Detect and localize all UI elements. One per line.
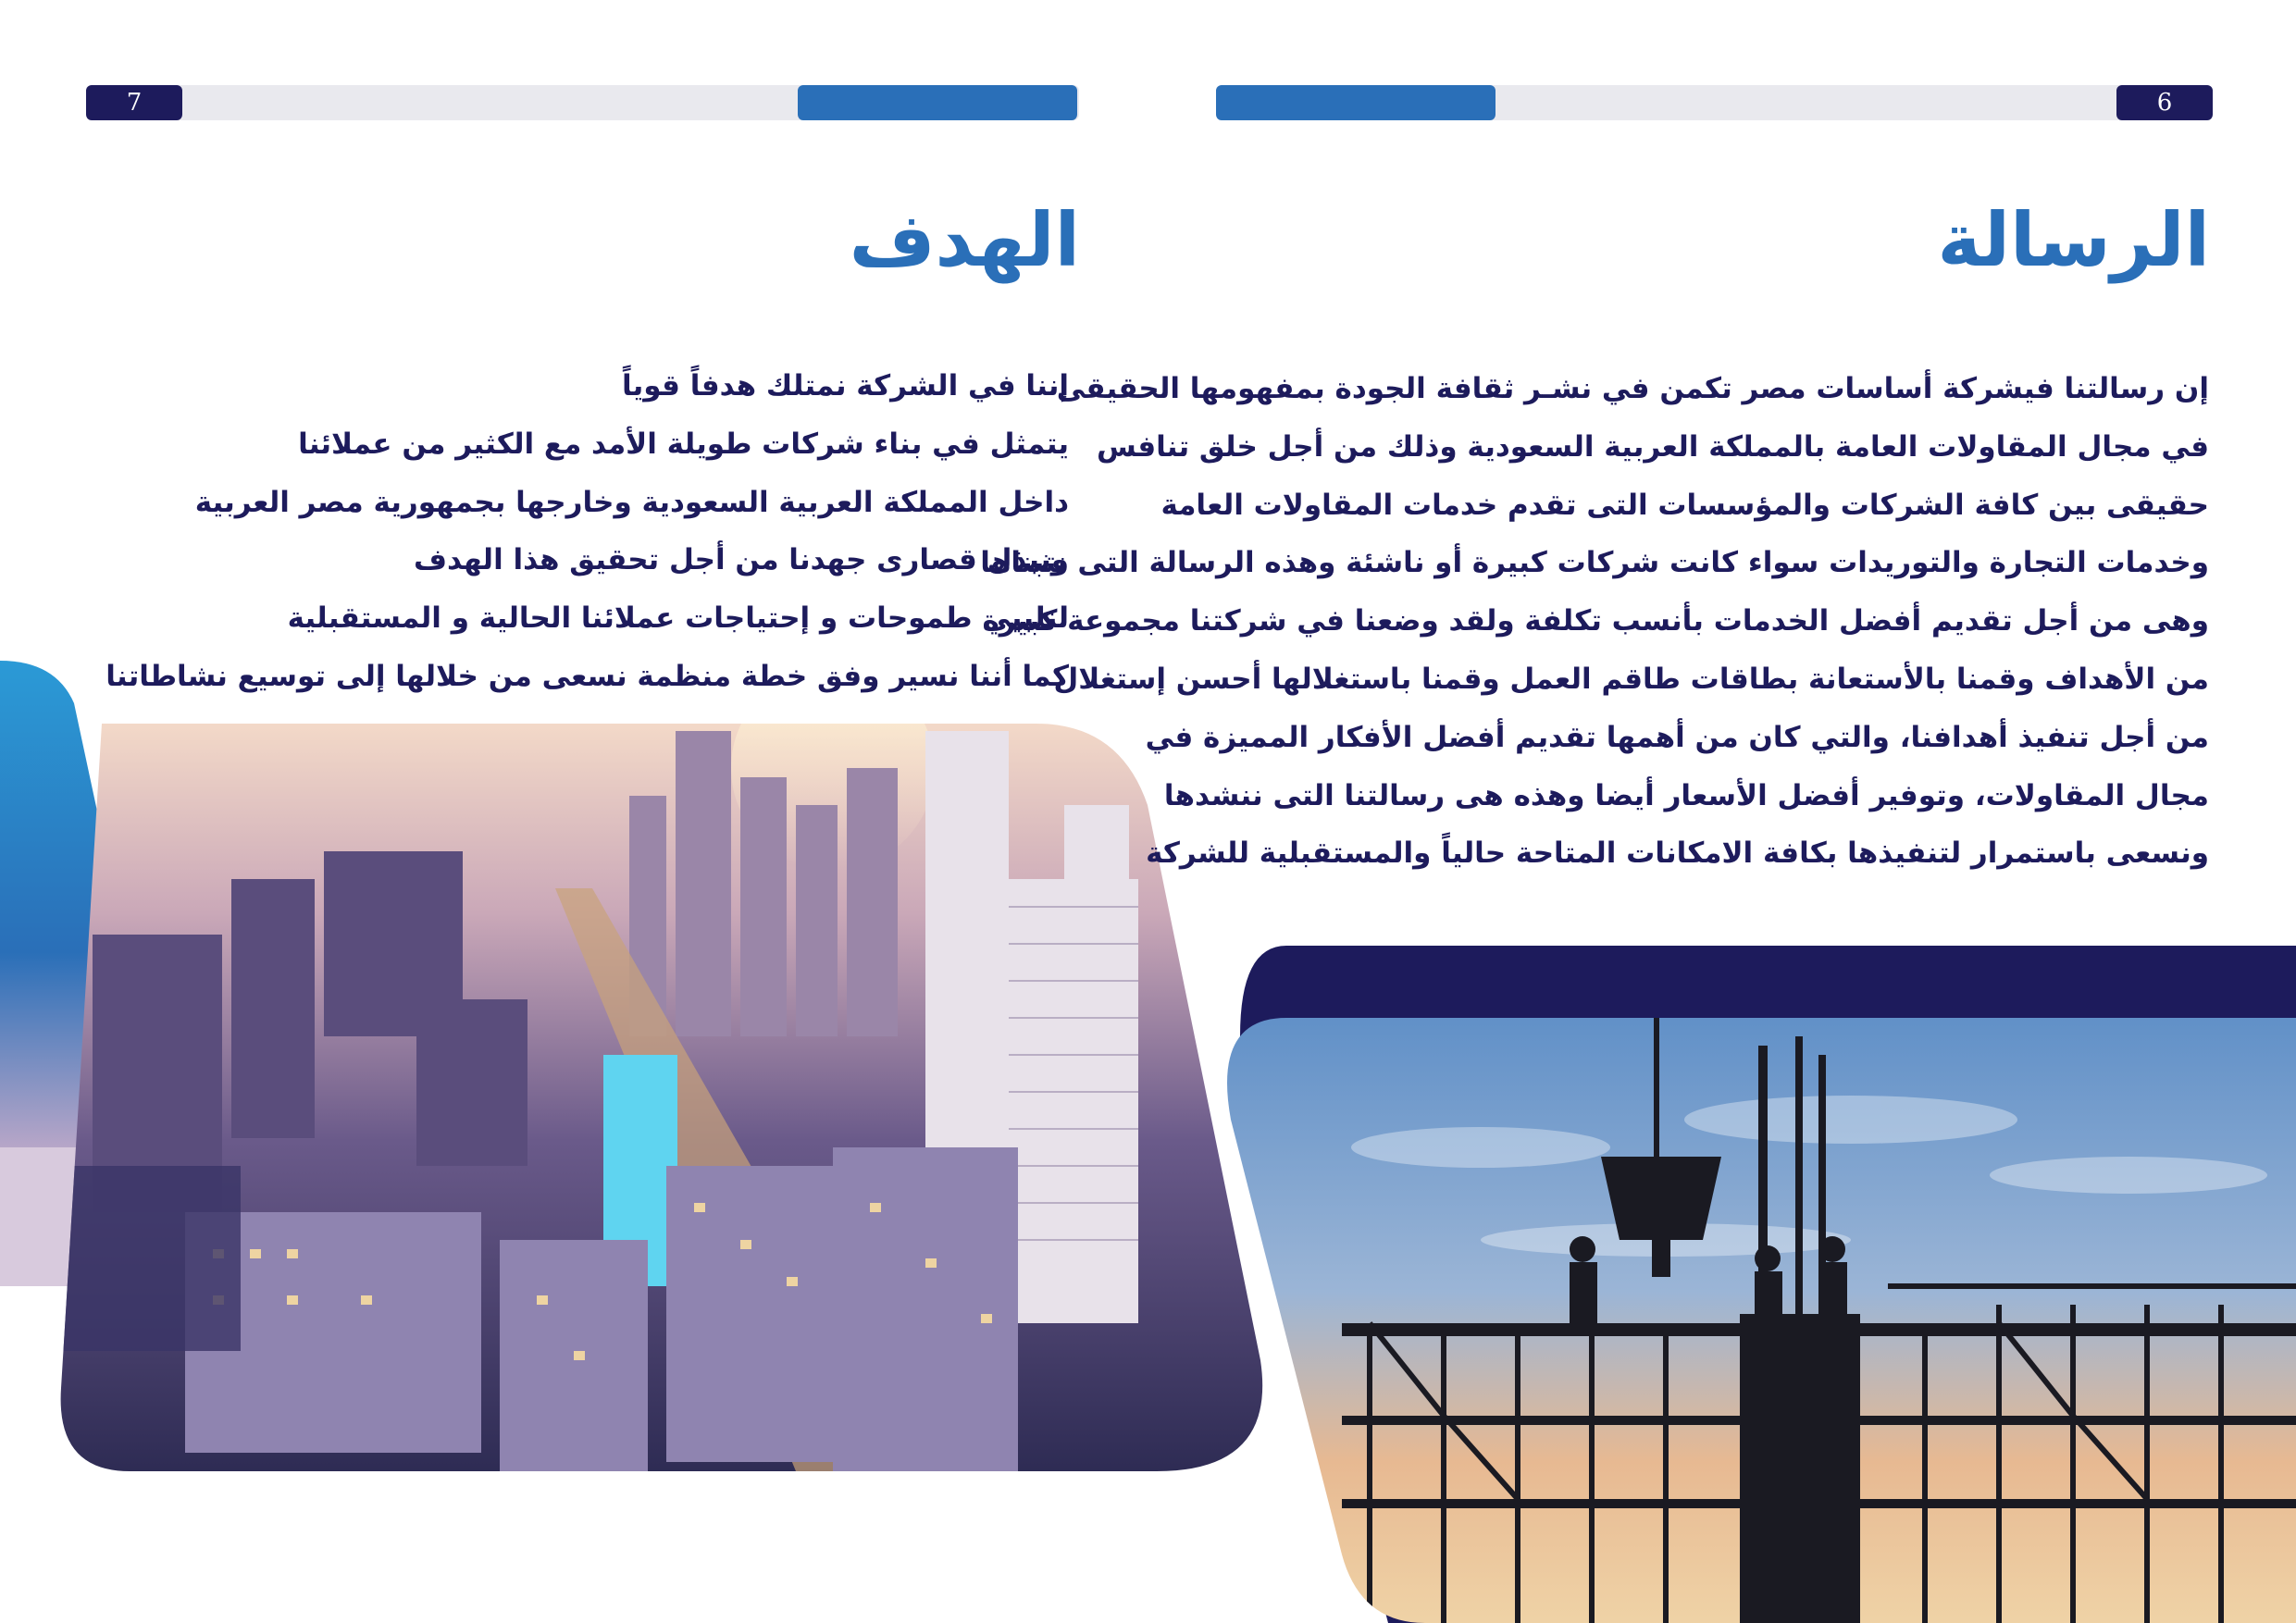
goal-line: إننا في الشركة نمتلك هدفاً قوياً [621,369,1069,403]
mission-line: حقيقى بين كافة الشركات والمؤسسات التى تقدم خدمات المقاولات العامة [1160,488,2209,522]
goal-line: يتمثل في بناء شركات طويلة الأمد مع الكثير من عملائنا [298,427,1069,461]
construction-photo-panel [1203,935,2296,1623]
mission-line: من الأهداف وقمنا بالأستعانة بطاقات طاقم العمل وقمنا باستغلالها أحسن إستغلال [1053,662,2209,696]
goal-line: لنلبيي طموحات و إحتياجات عملائنا الحالية و المستقبلية [287,601,1069,636]
mission-line: وهى من أجل تقديم أفضل الخدمات بأنسب تكلفة ولقد وضعنا في شركتنا مجموعة كبيرة [982,604,2209,638]
mission-title: الرسالة [1937,197,2210,283]
goal-line: داخل المملكة العربية السعودية وخارجها بجمهورية مصر العربية [194,485,1069,519]
goal-line: كما أننا نسير وفق خطة منظمة نسعى من خلالها إلى توسيع نشاطاتنا [105,659,1069,693]
concrete-bucket [1601,1157,1721,1240]
goal-title: الهدف [849,197,1080,283]
city-photo-panel [0,648,1277,1481]
left-page-number: 7 [86,85,182,120]
mission-line: إن رسالتنا فيشركة أساسات مصر تكمن في نشـر ثقافة الجودة بمفهومها الحقيقى [1056,372,2209,405]
mission-line: وخدمات التجارة والتوريدات سواء كانت شركات كبيرة أو ناشئة وهذه الرسالة التى نتبناها [980,546,2209,580]
left-header-accent [798,85,1077,120]
mission-line: ونسعى باستمرار لتنفيذها بكافة الامكانات المتاحة حالياً والمستقبلية للشركة [1146,836,2209,871]
goal-line: ونبذل قصارى جهدنا من أجل تحقيق هذا الهدف [414,543,1069,577]
right-page-number: 6 [2116,85,2213,120]
mission-line: مجال المقاولات، وتوفير أفضل الأسعار أيضا وهذه هى رسالتنا التى ننشدها [1163,778,2209,812]
mission-paragraph [980,360,2209,883]
mission-line: من أجل تنفيذ أهدافنا، والتي كان من أهمها تقديم أفضل الأفكار المميزة في [1145,720,2209,754]
right-header-accent [1216,85,1496,120]
mission-line: في مجال المقاولات العامة بالمملكة العربية السعودية وذلك من أجل خلق تنافس [1097,429,2209,464]
